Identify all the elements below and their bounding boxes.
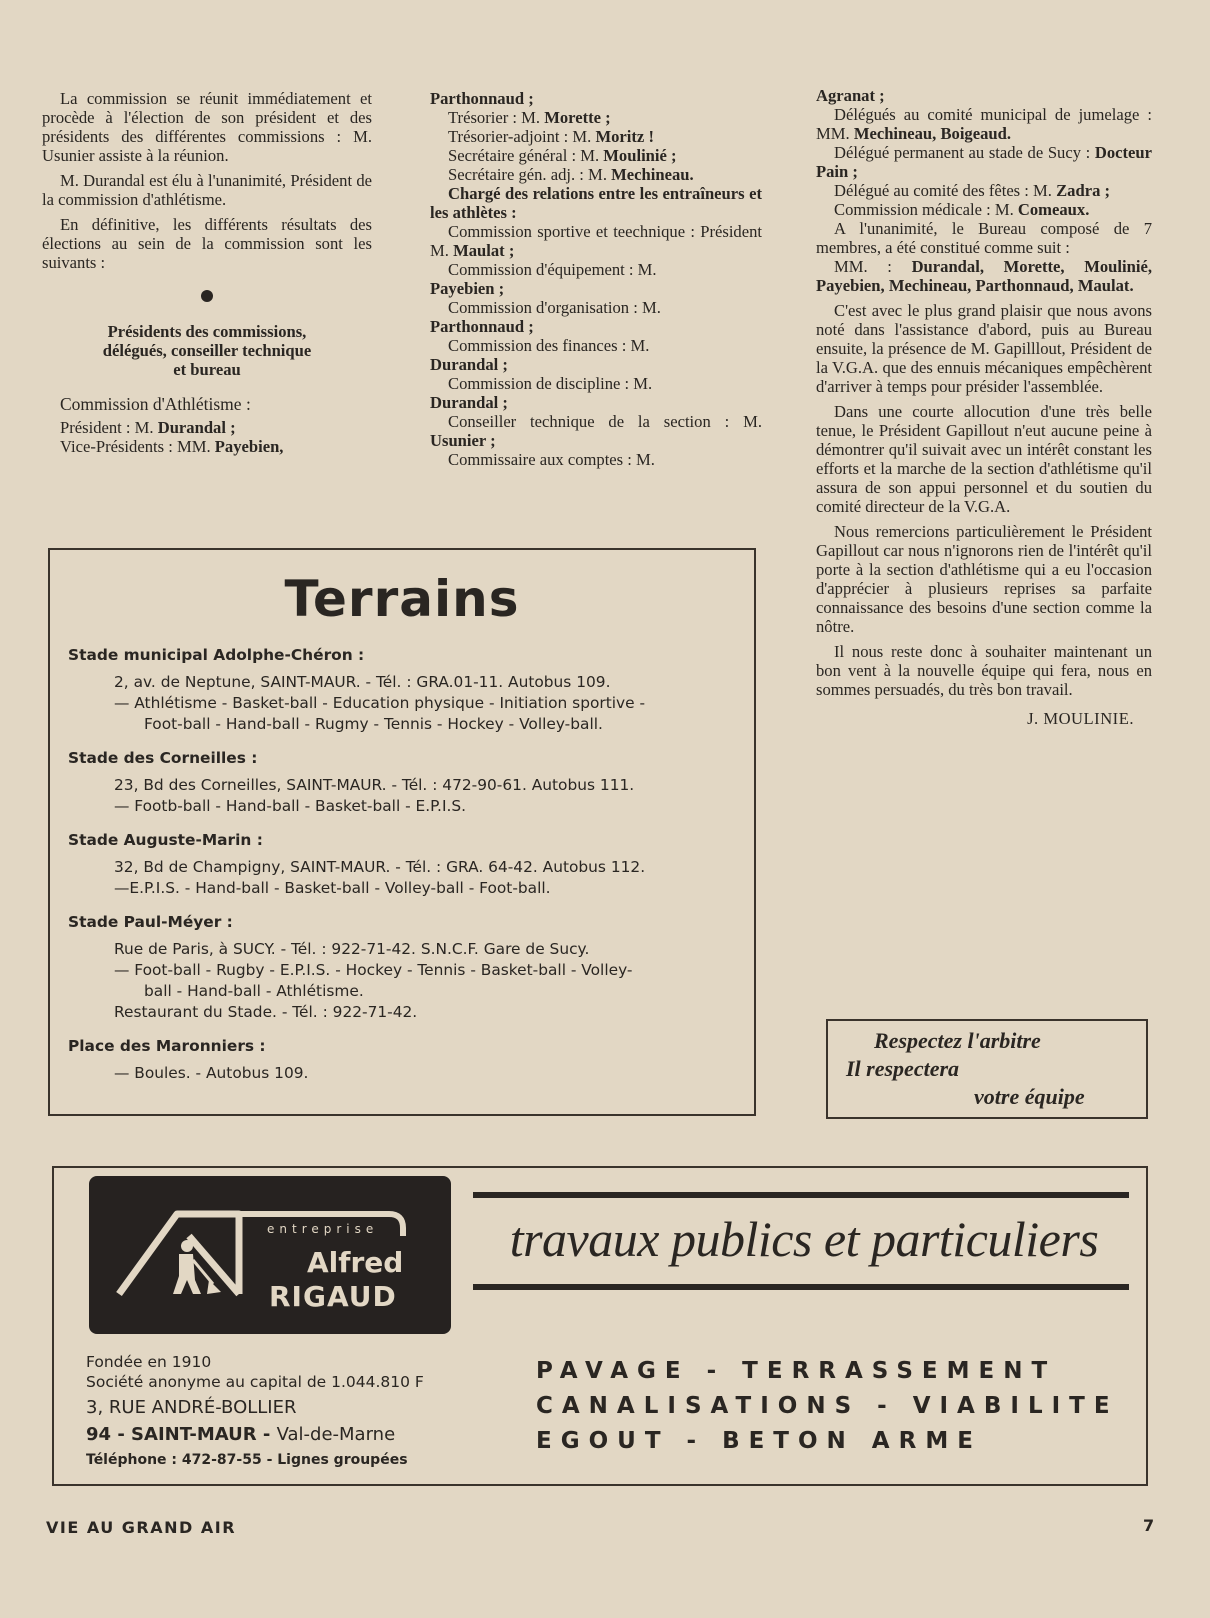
label: Délégué au comité des fêtes : M. — [834, 181, 1057, 200]
line — [430, 393, 762, 412]
name: Parthonnaud ; — [430, 317, 534, 336]
stade-name: Place des Maronniers : — [68, 1037, 266, 1055]
commission-title: Commission d'Athlétisme : — [60, 394, 251, 414]
name: Mechineau, Boigeaud. — [853, 124, 1011, 143]
paragraph: Nous remercions particulièrement le Président Gapillout car nous n'ignorons rien de l'intérêt qu'il porte à la section d'athlétisme qui a eu l'occasion d'apprécier à plusieurs reprises sa parfaite connaissance des besoins d'une section comme la nôtre. — [816, 522, 1152, 636]
divider-rule — [473, 1192, 1129, 1198]
name: Comeaux. — [1017, 200, 1090, 219]
divider-rule — [473, 1284, 1129, 1290]
line — [430, 317, 762, 336]
stade-detail-line: ball - Hand-ball - Athlétisme. — [144, 982, 364, 1000]
terrains-box — [48, 548, 756, 1116]
capital: Société anonyme au capital de 1.044.810 F — [86, 1373, 424, 1391]
line — [430, 355, 762, 374]
logo-entreprise: entreprise — [267, 1222, 379, 1236]
heading-line: et bureau — [173, 360, 241, 379]
ad-services — [536, 1354, 1119, 1459]
line — [430, 184, 762, 222]
logo-rigaud: RIGAUD — [269, 1280, 397, 1313]
name: Durandal, Morette, Moulinié, Payebien, Mechineau, Parthonnaud, Maulat. — [816, 257, 1152, 295]
magazine-title: VIE AU GRAND AIR — [46, 1518, 237, 1537]
line: Commission des finances : M. — [448, 336, 650, 355]
label: Délégués au comité municipal de jumelage : MM. — [816, 105, 1152, 143]
name: Moulinié ; — [603, 146, 677, 165]
terrains-list — [68, 646, 728, 1084]
label: Trésorier-adjoint : M. — [448, 127, 596, 146]
name: Zadra ; — [1056, 181, 1111, 200]
stade-detail-line: — Foot-ball - Rugby - E.P.I.S. - Hockey - Tennis - Basket-ball - Volley- — [114, 961, 633, 979]
service-line: EGOUT - BETON ARME — [536, 1428, 982, 1454]
stade-detail-line: — Boules. - Autobus 109. — [114, 1064, 309, 1082]
stade-detail-line: — Footb-ball - Hand-ball - Basket-ball - E.P.I.S. — [114, 797, 467, 815]
paragraph: En définitive, les différents résultats des élections au sein de la commission sont les suivants : — [42, 215, 372, 272]
heading-line: délégués, conseiller technique — [102, 341, 312, 360]
page-number: 7 — [1143, 1516, 1155, 1535]
founded: Fondée en 1910 — [86, 1353, 212, 1371]
column-1 — [42, 89, 372, 456]
telephone: Téléphone : 472-87-55 - Lignes groupées — [86, 1452, 408, 1468]
line — [430, 89, 762, 108]
stade-name: Stade Auguste-Marin : — [68, 831, 263, 849]
address-city — [86, 1422, 424, 1448]
stade-detail-line: Foot-ball - Hand-ball - Rugmy - Tennis - Hockey - Volley-ball. — [144, 715, 603, 733]
line: Commissaire aux comptes : M. — [448, 450, 655, 469]
line — [430, 127, 762, 146]
name: Durandal ; — [430, 393, 508, 412]
stade-name: Stade Paul-Méyer : — [68, 913, 233, 931]
stade-detail-line: —E.P.I.S. - Hand-ball - Basket-ball - Volley-ball - Foot-ball. — [114, 879, 551, 897]
paragraph: M. Durandal est élu à l'unanimité, Président de la commission d'athlétisme. — [42, 171, 372, 209]
name: Usunier ; — [430, 431, 496, 450]
stade-detail-line: Rue de Paris, à SUCY. - Tél. : 922-71-42. S.N.C.F. Gare de Sucy. — [114, 940, 590, 958]
line — [430, 279, 762, 298]
label: Vice-Présidents : MM. — [60, 437, 215, 456]
paragraph: Il nous reste donc à souhaiter maintenant un bon vent à la nouvelle équipe qui fera, nous en sommes persuadés, du très bon travail. — [816, 642, 1152, 699]
section-heading — [42, 322, 372, 379]
column-2 — [430, 89, 762, 469]
paragraph: A l'unanimité, le Bureau composé de 7 membres, a été constitué comme suit : — [816, 219, 1152, 257]
service-line: CANALISATIONS - VIABILITE — [536, 1393, 1119, 1419]
line — [430, 412, 762, 450]
stade-detail-line: — Athlétisme - Basket-ball - Education physique - Initiation sportive - — [114, 694, 646, 712]
label: Délégué permanent au stade de Sucy : — [834, 143, 1095, 162]
label: Commission médicale : M. — [834, 200, 1018, 219]
label: Président : M. — [60, 418, 158, 437]
logo-alfred: Alfred — [307, 1246, 404, 1279]
label: Secrétaire général : M. — [448, 146, 604, 165]
label: Secrétaire gén. adj. : M. — [448, 165, 612, 184]
name: Durandal ; — [157, 418, 236, 437]
stade-detail-line: 2, av. de Neptune, SAINT-MAUR. - Tél. : GRA.01-11. Autobus 109. — [114, 673, 611, 691]
paragraph: C'est avec le plus grand plaisir que nous avons noté dans l'assistance d'abord, puis au Bureau ensuite, la présence de M. Gapilllout, Président de la V.G.A. que des ennuis mécaniques empêchèrent d'arriver à temps pour présider l'assemblée. — [816, 301, 1152, 396]
name: Agranat ; — [816, 86, 885, 105]
name: Payebien, — [214, 437, 284, 456]
line — [816, 200, 1152, 219]
signature: J. MOULINIE. — [1027, 709, 1134, 728]
name: Chargé des relations entre les entraîneurs et les athlètes : — [430, 184, 762, 222]
line — [816, 86, 1152, 105]
stade-detail-line: 23, Bd des Corneilles, SAINT-MAUR. - Tél. : 472-90-61. Autobus 111. — [114, 776, 635, 794]
line — [816, 105, 1152, 143]
respect-line: Respectez l'arbitre — [874, 1028, 1041, 1053]
city-region: Val-de-Marne — [276, 1424, 396, 1445]
line — [816, 257, 1152, 295]
column-3 — [816, 86, 1152, 728]
service-line: PAVAGE - TERRASSEMENT — [536, 1358, 1057, 1384]
name: Moritz ! — [595, 127, 654, 146]
stade-detail-line: 32, Bd de Champigny, SAINT-MAUR. - Tél. : GRA. 64-42. Autobus 112. — [114, 858, 646, 876]
line — [430, 165, 762, 184]
city-bold: 94 - SAINT-MAUR - — [86, 1424, 277, 1445]
vp-line — [42, 437, 372, 456]
name: Morette ; — [544, 108, 611, 127]
rigaud-advertisement — [52, 1166, 1148, 1486]
name: Maulat ; — [453, 241, 515, 260]
name: Payebien ; — [430, 279, 505, 298]
label: Commission sportive et teechnique : Président M. — [430, 222, 762, 260]
line: Commission d'équipement : M. — [448, 260, 657, 279]
stade-name: Stade municipal Adolphe-Chéron : — [68, 646, 365, 664]
name: Docteur Pain ; — [816, 143, 1152, 181]
line: Commission d'organisation : M. — [448, 298, 661, 317]
bullet-dot — [201, 290, 213, 302]
stade-name: Stade des Corneilles : — [68, 749, 258, 767]
ad-contact-info — [86, 1352, 424, 1472]
line — [430, 108, 762, 127]
respect-box — [826, 1019, 1148, 1119]
label: Conseiller technique de la section : M. — [448, 412, 762, 431]
line — [430, 146, 762, 165]
president-line — [42, 418, 372, 437]
stade-detail-line: Restaurant du Stade. - Tél. : 922-71-42. — [114, 1003, 418, 1021]
respect-line: votre équipe — [974, 1084, 1085, 1109]
rigaud-logo — [89, 1176, 451, 1334]
line — [816, 143, 1152, 181]
paragraph: Dans une courte allocution d'une très belle tenue, le Président Gapillout n'eut aucune peine à démontrer qu'il suivait avec un intérêt constant les efforts et la marche de la section d'athlétisme qu'il assura de son appui personnel et du soutien du comité directeur de la V.G.A. — [816, 402, 1152, 516]
label: Trésorier : M. — [448, 108, 545, 127]
paragraph: La commission se réunit immédiatement et procède à l'élection de son président et des présidents des différentes commissions : M. Usunier assiste à la réunion. — [42, 89, 372, 165]
line: Commission de discipline : M. — [448, 374, 653, 393]
ad-tagline: travaux publics et particuliers — [509, 1211, 1099, 1267]
heading-line: Présidents des commissions, — [107, 322, 307, 341]
terrains-title: Terrains — [284, 570, 520, 628]
name: Mechineau. — [611, 165, 694, 184]
name: Parthonnaud ; — [430, 89, 534, 108]
name: Durandal ; — [430, 355, 508, 374]
line — [816, 181, 1152, 200]
line — [430, 222, 762, 260]
label: MM. : — [834, 257, 912, 276]
respect-line: Il respectera — [846, 1056, 960, 1081]
address-street: 3, RUE ANDRÉ-BOLLIER — [86, 1397, 297, 1418]
